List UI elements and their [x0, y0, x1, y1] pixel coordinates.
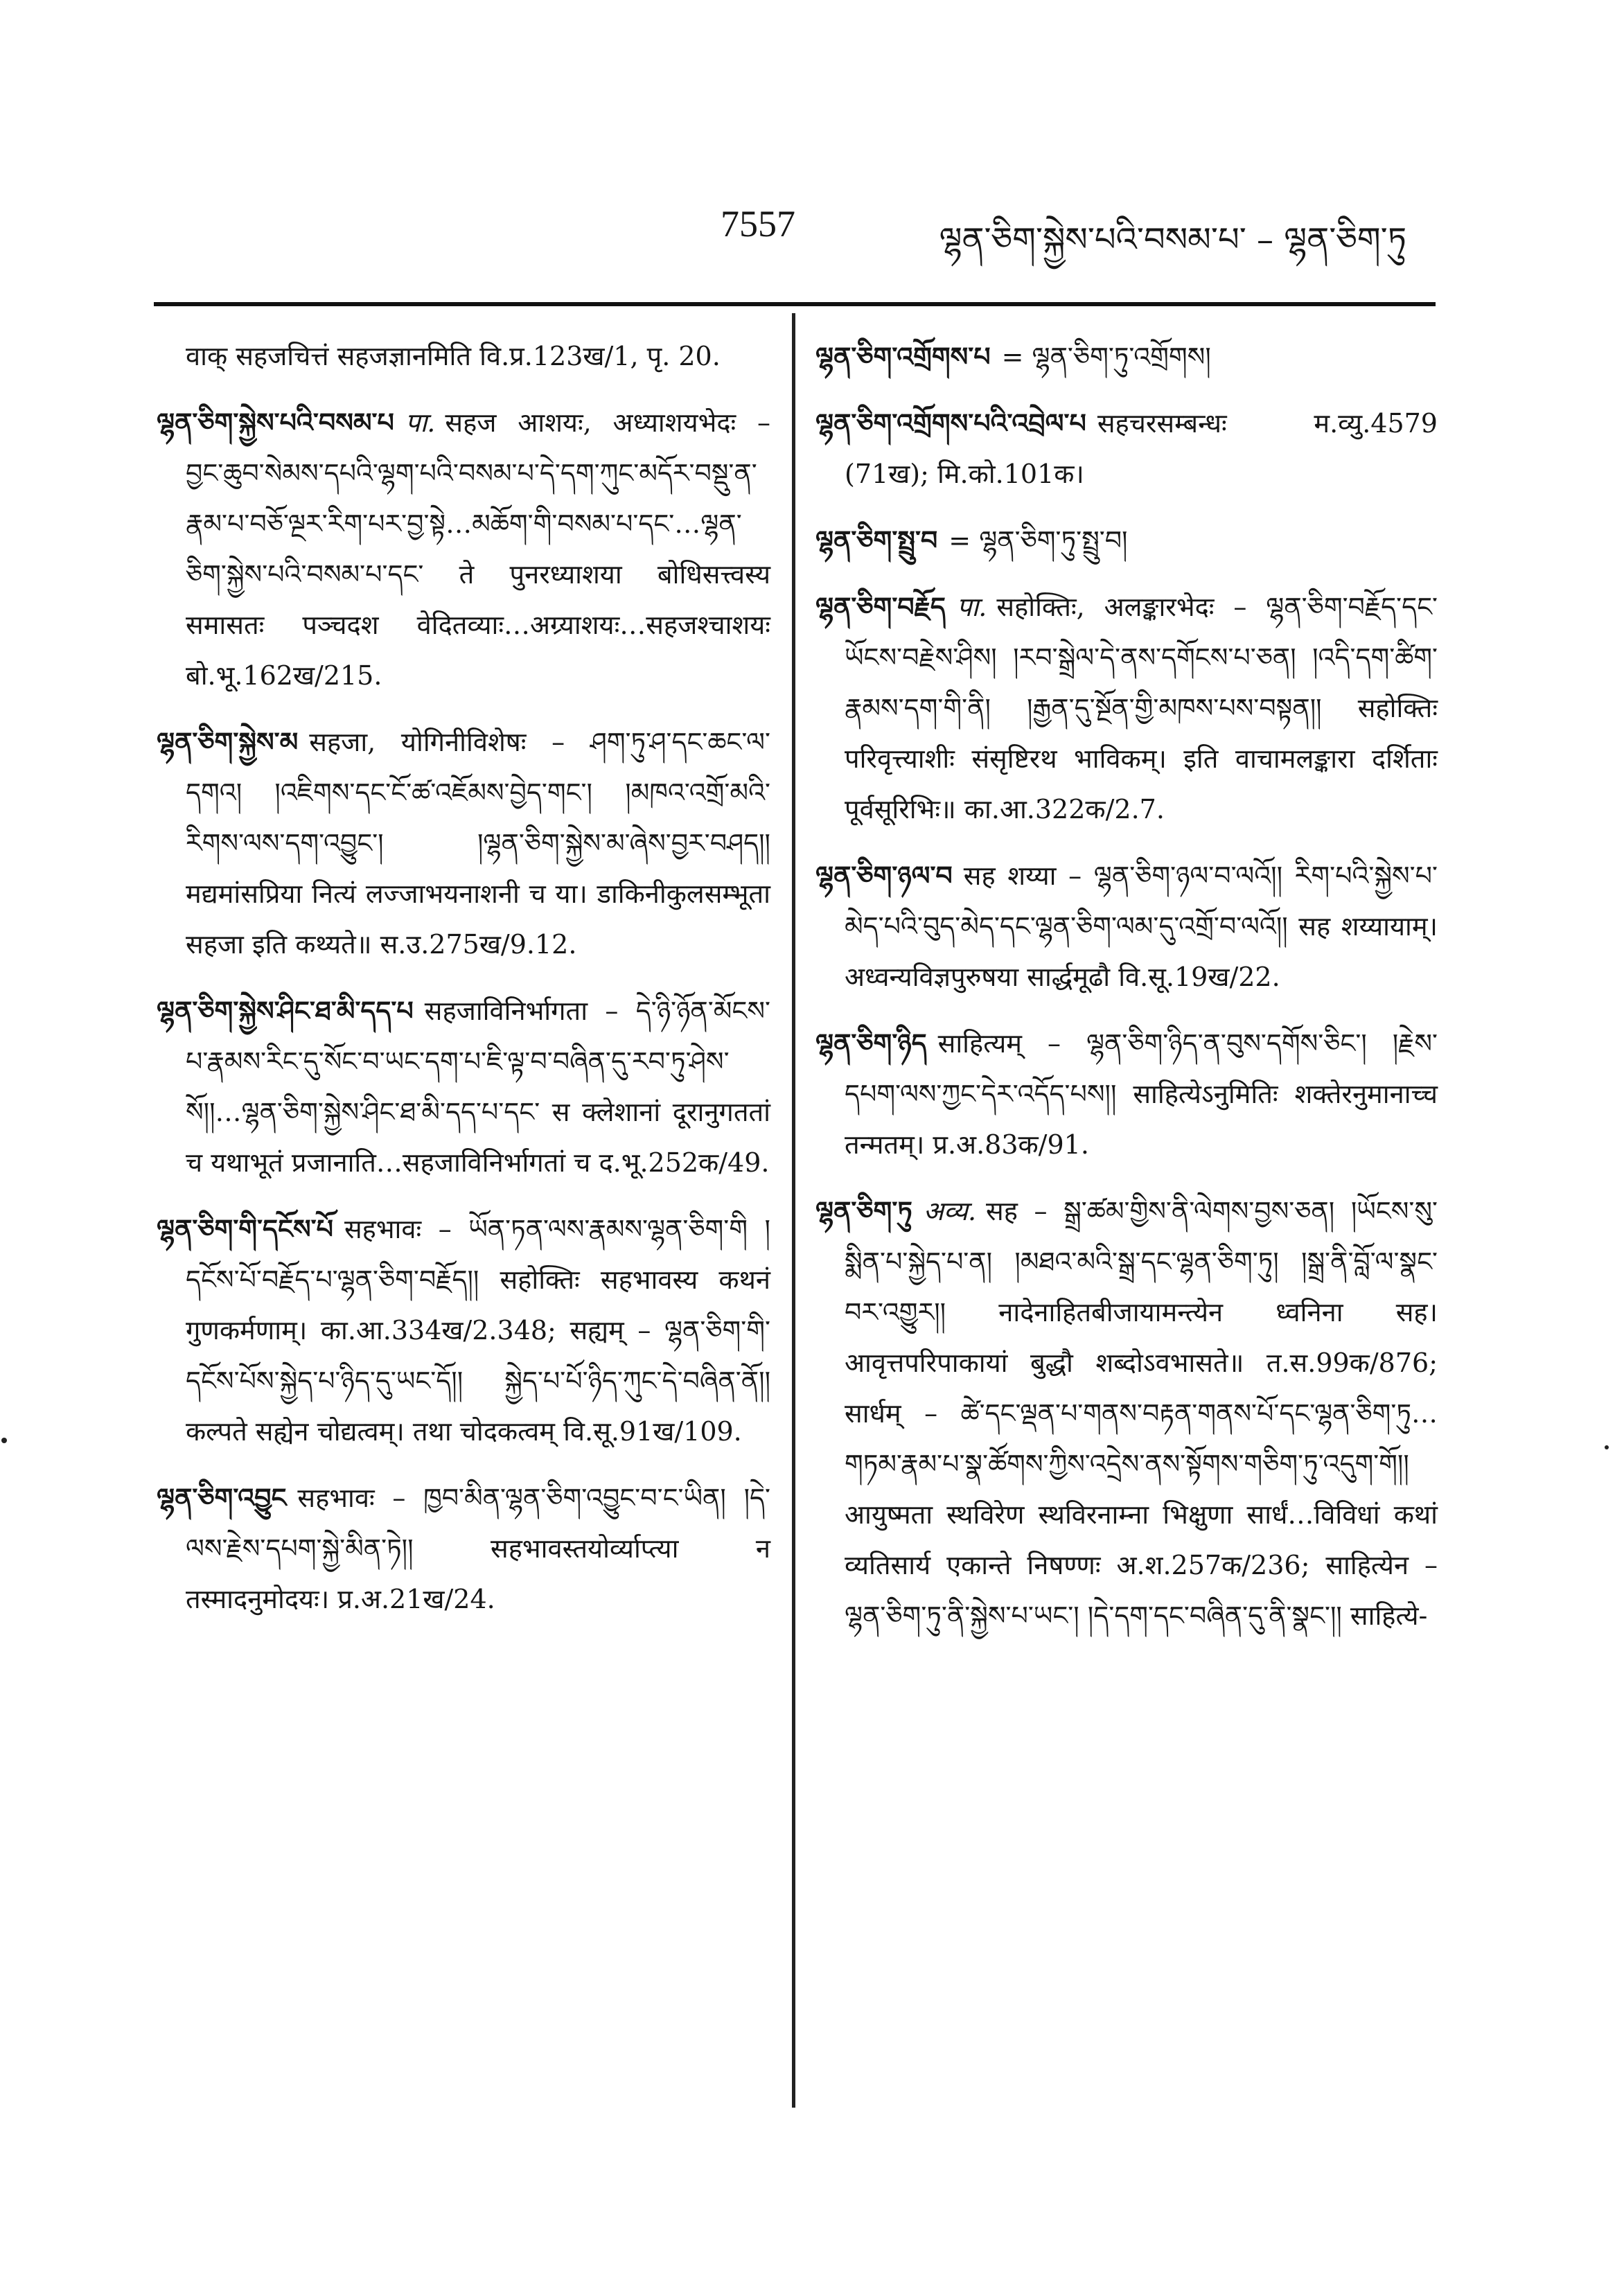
entry-headword: ལྷན་ཅིག་ཉིད — [815, 1027, 927, 1059]
scan-speck — [1605, 1445, 1609, 1449]
entry-headword: ལྷན་ཅིག་འགྲོགས་པ — [815, 341, 991, 372]
dictionary-entry — [157, 716, 770, 970]
dictionary-entry — [815, 398, 1438, 500]
right-column — [815, 331, 1438, 1657]
dictionary-entry — [157, 1472, 770, 1625]
entry-headword: ལྷན་ཅིག་ཉལ་བ — [815, 860, 953, 891]
entry-definition: वाक् सहजचित्तं सहजज्ञानमिति वि.प्र.123ख/1, पृ. 20. — [186, 341, 721, 371]
entry-definition: = ལྷན་ཅིག་ཏུ་འགྲོགས། — [1001, 342, 1211, 372]
dictionary-entry — [157, 397, 770, 701]
running-head: ལྷན་ཅིག་སྐྱེས་པའི་བསམ་པ་ – ལྷན་ཅིག་ཏུ — [939, 220, 1406, 259]
dictionary-entry — [815, 331, 1438, 382]
column-divider — [792, 313, 795, 2108]
dictionary-entry — [815, 850, 1438, 1003]
entry-headword: ལྷན་ཅིག་འབྱུང — [157, 1482, 287, 1513]
entry-grammar-label: अव्य. — [923, 1196, 977, 1226]
entry-grammar-label: पा. — [405, 407, 436, 438]
entry-headword: ལྷན་ཅིག་གི་དངོས་པོ — [157, 1213, 333, 1244]
scan-speck — [1, 1438, 7, 1443]
entry-headword: ལྷན་ཅིག་ཏུ — [815, 1195, 912, 1226]
dictionary-entry — [815, 1185, 1438, 1641]
entry-definition: सहोक्तिः, अलङ्कारभेदः – ལྷན་ཅིག་བརྗོད་དང་ཡོངས་བརྗེས་ཤིས། །རབ་སྒྲེལ་དེ་ནས་དགོངས་པ་ཅན། །འདི་དག་ཚིག་རྣམས་དག་གི་ནི། །རྒྱན་དུ་སྔོན་གྱི་མཁས་པས་བསྟན།། सहोक्तिः परिवृत्त्याशीः संसृष्टिरथ भाविकम्। इति वाचामलङ्कारा दर्शिताः पूर्वसूरिभिः॥ का.आ.322क/2.7. — [845, 592, 1438, 824]
dictionary-entry — [157, 1203, 770, 1457]
entry-definition: सहभावः – ཡོན་ཏན་ལས་རྣམས་ལྷན་ཅིག་གི །དངོས་པོ་བརྗོད་པ་ལྷན་ཅིག་བརྗོད།། सहोक्तिः सहभावस्य कथनं गुणकर्मणाम्। का.आ.334ख/2.348; सह्यम् – ལྷན་ཅིག་གི་དངོས་པོས་སྐྱེད་པ་ཉིད་དུ་ཡང་དོ།། སྐྱེད་པ་པོ་ཉིད་ཀུང་དེ་བཞིན་ནོ།། कल्पते सह्येन चोद्यत्वम्। तथा चोदकत्वम् वि.सू.91ख/109. — [186, 1214, 770, 1447]
entry-definition: सहजा, योगिनीविशेषः – ཤག་ཏུ་ཤ་དང་ཆང་ལ་དགའ། །འཇིགས་དང་ངོ་ཚ་འཇོམས་བྱེད་གང་། །མཁའ་འགྲོ་མའི་རིགས་ལས་དག་འབྱུང་། །ལྷན་ཅིག་སྐྱེས་མ་ཞེས་བྱར་བཤད།། मद्यमांसप्रिया नित्यं लज्जाभयनाशनी च या। डाकिनीकुलसम्भूता सहजा इति कथ्यते॥ स.उ.275ख/9.12. — [186, 727, 770, 960]
entry-definition: = ལྷན་ཅིག་ཏུ་སྤྲུ་བ། — [948, 525, 1128, 556]
top-rule — [154, 302, 1436, 306]
dictionary-entry — [815, 581, 1438, 835]
entry-headword: ལྷན་ཅིག་སྤྲུ་བ — [815, 524, 938, 556]
entry-headword: ལྷན་ཅིག་སྐྱེས་ཤིང་ཐ་མི་དད་པ — [157, 995, 414, 1026]
entry-headword: ལྷན་ཅིག་སྐྱེས་པའི་བསམ་པ — [157, 407, 394, 438]
page-number: 7557 — [721, 203, 795, 245]
dictionary-entry — [157, 331, 770, 382]
entry-headword: ལྷན་ཅིག་བརྗོད — [815, 591, 946, 622]
dictionary-entry — [157, 985, 770, 1188]
entry-definition: साहित्यम् – ལྷན་ཅིག་ཉིད་ན་བུས་དགོས་ཅིང་། །རྗེས་དཔག་ལས་ཀྱང་དེར་འདོད་པས།། साहित्येऽनुमितिः शक्तेरनुमानाच्च तन्मतम्। प्र.अ.83क/91. — [845, 1028, 1438, 1160]
dictionary-entry — [815, 515, 1438, 566]
entry-definition: सह शय्या – ལྷན་ཅིག་ཉལ་བ་ལའོ།། རིག་པའི་སྐྱེས་པ་མེད་པའི་བུད་མེད་དང་ལྷན་ཅིག་ལམ་དུ་འགྲོ་བ་ལའོ།། सह शय्यायाम्। अध्वन्यविज्ञपुरुषया सार्द्धमूढौ वि.सू.19ख/22. — [845, 861, 1438, 992]
left-column — [157, 331, 770, 1640]
entry-definition: सहजाविनिर्भागता – དེ་ཉི་ཉོན་མོངས་པ་རྣམས་རིང་དུ་སོང་བ་ཡང་དག་པ་ཇི་ལྟ་བ་བཞིན་དུ་རབ་ཏུ་ཤེས་སོ།།…ལྷན་ཅིག་སྐྱེས་ཤིང་ཐ་མི་དད་པ་དང་ स क्लेशानां दूरानुगततां च यथाभूतं प्रजानाति…सहजाविनिर्भागतां च द.भू.252क/49. — [186, 996, 770, 1178]
entry-definition: सहज आशयः, अध्याशयभेदः – བྱང་ཆུབ་སེམས་དཔའི་ལྷག་པའི་བསམ་པ་དེ་དག་ཀུང་མདོར་བསྡུ་ན་རྣམ་པ་བཅོ་ལྔར་རིག་པར་བྱ་སྟེ…མཆོག་གི་བསམ་པ་དང་…ལྷན་ཅིག་སྐྱེས་པའི་བསམ་པ་དང་ ते पुनरध्याशया बोधिसत्त्वस्य समासतः पञ्चदश वेदितव्याः…अग्र्याशयः…सहजश्चाशयः बो.भू.162ख/215. — [186, 407, 770, 691]
dictionary-entry — [815, 1018, 1438, 1170]
entry-definition: सहभावः – ཁྱབ་མིན་ལྷན་ཅིག་འབྱུང་བ་ང་ཡིན། །དེ་ལས་རྗེས་དཔག་སྐྱེ་མིན་ཏེ།། सहभावस्तयोर्व्याप्त्या न तस्मादनुमोदयः। प्र.अ.21ख/24. — [186, 1483, 770, 1614]
entry-headword: ལྷན་ཅིག་འགྲོགས་པའི་འབྲེལ་པ — [815, 407, 1086, 439]
entry-grammar-label: पा. — [956, 592, 987, 622]
entry-definition: सहचरसम्बन्धः म.व्यु.4579 (71ख); मि.को.101क। — [845, 408, 1438, 489]
entry-definition: सह – སྒྲ་ཚམ་གྱིས་ནི་ལེགས་བྱས་ཅན། །ཡོངས་སུ་སྨིན་པ་སྐྱེད་པ་ན། །མཐའ་མའི་སྒྲ་དང་ལྷན་ཅིག་ཏུ། །སྒྲ་ནི་བློ་ལ་སྣང་བར་འགྱུར།། नादेनाहितबीजायामन्त्येन ध्वनिना सह। आवृत्तपरिपाकायां बुद्धौ शब्दोऽवभासते॥ त.स.99क/876; सार्धम् – ཚེ་དང་ལྡན་པ་གནས་བརྟན་གནས་པོ་དང་ལྷན་ཅིག་ཏུ…གཏམ་རྣམ་པ་སྣ་ཚོགས་ཀྱིས་འདྲེས་ནས་སྟོགས་གཅིག་ཏུ་འདུག་གོ།། आयुष्मता स्थविरेण स्थविरनाम्ना भिक्षुणा सार्धं…विविधां कथां व्यतिसार्य एकान्ते निषण्णः अ.श.257क/236; साहित्येन – ལྷན་ཅིག་ཏུ་ནི་སྐྱེས་པ་ཡང་། །དེ་དག་དང་བཞིན་དུ་ནི་སྣང་།། साहित्ये- — [845, 1196, 1438, 1631]
entry-headword: ལྷན་ཅིག་སྐྱེས་མ — [157, 726, 299, 757]
